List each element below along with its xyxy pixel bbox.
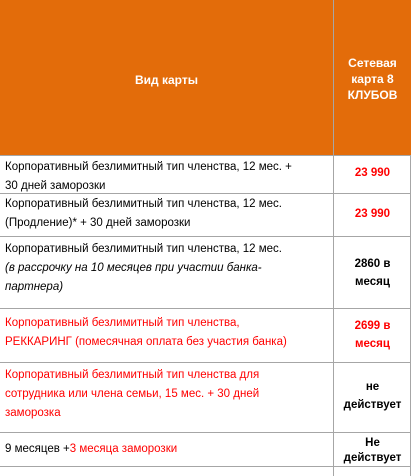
header-card-type-label: Вид карты [135, 73, 198, 87]
row-description-line: 30 дней заморозки [5, 180, 106, 192]
row-description-text: 9 месяцев + [5, 443, 70, 455]
price-value: 23 990 [354, 208, 391, 220]
row-description-line: Корпоративный безлимитный тип членства, 12 мес. [5, 243, 282, 255]
header-network-card-cell [334, 0, 411, 155]
table-row [5, 314, 287, 352]
row-description-line: (в рассрочку на 10 месяцев при участии банка- [5, 262, 262, 274]
price-value: 23 990 [354, 167, 391, 179]
table-row [5, 366, 259, 423]
price-line: 2699 в [354, 320, 391, 332]
row-divider [0, 155, 411, 156]
row-description-line: РЕККАРИНГ (помесячная оплата без участия банка) [5, 336, 287, 348]
row-description-line: заморозка [5, 407, 61, 419]
price-value [334, 436, 411, 466]
table-row [5, 440, 177, 459]
row-description-line: Корпоративный безлимитный тип членства для [5, 369, 260, 381]
price-value [334, 317, 411, 353]
row-description-line: (Продление)* + 30 дней заморозки [5, 217, 191, 229]
table-row [5, 240, 282, 297]
row-divider [0, 432, 411, 433]
price-value [334, 378, 411, 414]
price-line: Не [365, 437, 380, 449]
row-divider [0, 466, 411, 467]
row-description-line: Корпоративный безлимитный тип членства, 12 мес. + [5, 161, 292, 173]
header-network-card-label: Сетевая карта 8 КЛУБОВ [347, 56, 398, 102]
row-divider [0, 308, 411, 309]
price-line: действует [343, 452, 402, 464]
table-row [5, 158, 292, 196]
header-card-type-cell [0, 0, 333, 155]
table-row [5, 195, 282, 233]
price-line: действует [343, 399, 402, 411]
row-description-line: партнера) [5, 281, 64, 293]
price-line: 2860 в [354, 258, 391, 270]
row-divider [0, 362, 411, 363]
row-description-line: Корпоративный безлимитный тип членства, 12 мес. [5, 198, 282, 210]
price-line: не [365, 381, 380, 393]
price-value [334, 255, 411, 291]
price-line: месяц [355, 338, 390, 350]
row-description-highlight: 3 месяца заморозки [69, 443, 178, 455]
price-line: месяц [355, 276, 390, 288]
row-description-line: сотрудника или члена семьи, 15 мес. + 30 дней [5, 388, 260, 400]
row-divider [0, 236, 411, 237]
row-description-line: Корпоративный безлимитный тип членства, [5, 317, 240, 329]
